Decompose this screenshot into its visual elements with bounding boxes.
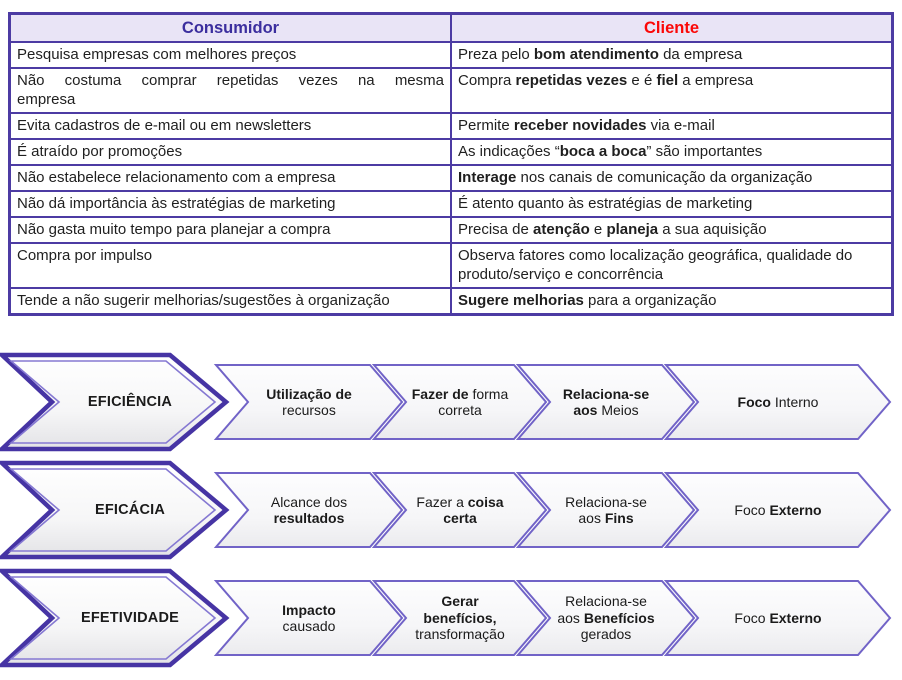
cliente-cell: Sugere melhorias para a organização: [451, 288, 893, 315]
consumidor-cell: Não estabelece relacionamento com a empresa: [10, 165, 452, 191]
table-row: [10, 243, 893, 288]
process-main-label: EFICÁCIA: [94, 501, 166, 518]
cliente-cell: Precisa de atenção e planeja a sua aquisição: [451, 217, 893, 243]
process-row-eficiencia: [0, 352, 898, 452]
cliente-cell: Observa fatores como localização geográfica, qualidade do produto/serviço e concorrência: [451, 243, 893, 288]
cliente-cell: As indicações “boca a boca” são importantes: [451, 139, 893, 165]
consumidor-cell: Não dá importância às estratégias de marketing: [10, 191, 452, 217]
consumidor-vs-cliente-table: [8, 12, 894, 316]
cliente-header: Cliente: [451, 14, 893, 43]
effectiveness-process-diagram: [0, 352, 902, 676]
process-row-efetividade: [0, 568, 898, 668]
consumidor-cell: Tende a não sugerir melhorias/sugestões à organização: [10, 288, 452, 315]
cliente-cell: Preza pelo bom atendimento da empresa: [451, 42, 893, 68]
consumidor-cell: Não gasta muito tempo para planejar a compra: [10, 217, 452, 243]
process-step-label: Fazer de forma correta: [411, 385, 509, 418]
table-row: [10, 217, 893, 243]
process-step-label: Fazer a coisa certa: [416, 493, 504, 526]
cliente-cell: Permite receber novidades via e-mail: [451, 113, 893, 139]
process-step-label: Relaciona-se aos Benefícios gerados: [557, 593, 655, 643]
process-step-label: Gerar benefícios, transformação: [415, 593, 505, 643]
cliente-cell: É atento quanto às estratégias de marketing: [451, 191, 893, 217]
process-step-label: Foco Externo: [734, 609, 822, 626]
process-step-label: Foco Externo: [734, 501, 822, 518]
consumidor-cell: Compra por impulso: [10, 243, 452, 288]
process-step-label: Impacto causado: [282, 601, 336, 634]
consumidor-header: Consumidor: [10, 14, 452, 43]
consumidor-cell: Evita cadastros de e-mail ou em newsletters: [10, 113, 452, 139]
cliente-cell: Compra repetidas vezes e é fiel a empresa: [451, 68, 893, 113]
table-row: [10, 191, 893, 217]
consumidor-cell: Pesquisa empresas com melhores preços: [10, 42, 452, 68]
cliente-cell: Interage nos canais de comunicação da organização: [451, 165, 893, 191]
process-step-label: Relaciona-se aos Fins: [565, 493, 647, 526]
table-row: [10, 139, 893, 165]
table-row: [10, 42, 893, 68]
table-row: [10, 113, 893, 139]
process-step-label: Foco Interno: [737, 393, 819, 410]
consumidor-cell: É atraído por promoções: [10, 139, 452, 165]
process-main-label: EFETIVIDADE: [80, 609, 180, 626]
process-step-label: Alcance dos resultados: [270, 493, 348, 526]
table-row: [10, 165, 893, 191]
process-step-label: Utilização de recursos: [266, 385, 352, 418]
process-step-label: Relaciona-se aos Meios: [562, 385, 650, 418]
process-row-eficacia: [0, 460, 898, 560]
table-row: [10, 288, 893, 315]
table-row: [10, 68, 893, 113]
table-header-row: [10, 14, 893, 43]
consumidor-cell: Não costuma comprar repetidas vezes na mesma empresa: [10, 68, 452, 113]
process-main-label: EFICIÊNCIA: [87, 393, 173, 410]
